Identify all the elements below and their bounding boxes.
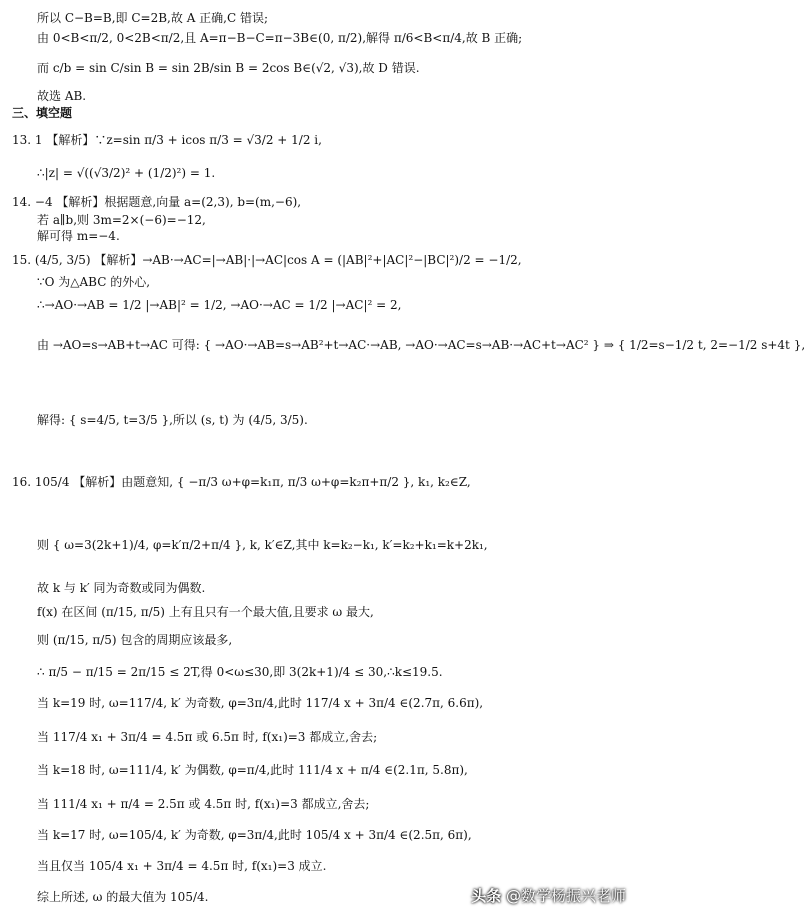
solution-line: 解可得 m=−4. (37, 229, 120, 243)
solution-line: 当且仅当 105/4 x₁ + 3π/4 = 4.5π 时, f(x₁)=3 成立. (37, 859, 327, 873)
solution-line: 解得: { s=4/5, t=3/5 },所以 (s, t) 为 (4/5, 3/5). (37, 413, 308, 427)
watermark-handle: @数学杨振兴老师 (505, 887, 626, 905)
watermark-logo: 头条 (471, 887, 502, 905)
solution-line: ∴|z| = √((√3/2)² + (1/2)²) = 1. (37, 166, 216, 180)
solution-line: ∵O 为△ABC 的外心, (37, 275, 151, 289)
solution-line: 15. (4/5, 3/5) 【解析】→AB·→AC=|→AB|·|→AC|cos A = (|AB|²+|AC|²−|BC|²)/2 = −1/2, (12, 253, 522, 267)
section-heading: 三、填空题 (12, 106, 73, 120)
solution-line: 由 →AO=s→AB+t→AC 可得: { →AO·→AB=s→AB²+t→AC·→AB, →AO·→AC=s→AB·→AC+t→AC² } ⇒ { 1/2=s−1/2 t, 2=−1/2 s+4t }, (37, 338, 805, 352)
solution-line: 当 k=19 时, ω=117/4, k′ 为奇数, φ=3π/4,此时 117/4 x + 3π/4 ∈(2.7π, 6.6π), (37, 696, 484, 710)
solution-line: 而 c/b = sin C/sin B = sin 2B/sin B = 2cos B∈(√2, √3),故 D 错误. (37, 61, 420, 75)
solution-line: 则 (π/15, π/5) 包含的周期应该最多, (37, 633, 233, 647)
solution-line: 当 117/4 x₁ + 3π/4 = 4.5π 或 6.5π 时, f(x₁)=3 都成立,舍去; (37, 730, 378, 744)
solution-line: 若 a∥b,则 3m=2×(−6)=−12, (37, 213, 206, 227)
solution-line: 13. 1 【解析】∵z=sin π/3 + icos π/3 = √3/2 + 1/2 i, (12, 133, 322, 147)
solution-line: 综上所述, ω 的最大值为 105/4. (37, 890, 209, 904)
solution-line: 当 111/4 x₁ + π/4 = 2.5π 或 4.5π 时, f(x₁)=3 都成立,舍去; (37, 797, 370, 811)
solution-line: 当 k=17 时, ω=105/4, k′ 为奇数, φ=3π/4,此时 105/4 x + 3π/4 ∈(2.5π, 6π), (37, 828, 472, 842)
solution-line: ∴ π/5 − π/15 = 2π/15 ≤ 2T,得 0<ω≤30,即 3(2k+1)/4 ≤ 30,∴k≤19.5. (37, 665, 443, 679)
solution-line: 则 { ω=3(2k+1)/4, φ=k′π/2+π/4 }, k, k′∈Z,其中 k=k₂−k₁, k′=k₂+k₁=k+2k₁, (37, 538, 488, 552)
solution-line: 故 k 与 k′ 同为奇数或同为偶数. (37, 581, 206, 595)
solution-line: 16. 105/4 【解析】由题意知, { −π/3 ω+φ=k₁π, π/3 ω+φ=k₂π+π/2 }, k₁, k₂∈Z, (12, 475, 471, 489)
solution-line: 14. −4 【解析】根据题意,向量 a=(2,3), b=(m,−6), (12, 195, 302, 209)
solution-line: f(x) 在区间 (π/15, π/5) 上有且只有一个最大值,且要求 ω 最大, (37, 605, 374, 619)
solution-line: 所以 C−B=B,即 C=2B,故 A 正确,C 错误; (37, 11, 269, 25)
watermark (471, 885, 626, 906)
solution-line: 由 0<B<π/2, 0<2B<π/2,且 A=π−B−C=π−3B∈(0, π/2),解得 π/6<B<π/4,故 B 正确; (37, 31, 523, 45)
solution-line: ∴→AO·→AB = 1/2 |→AB|² = 1/2, →AO·→AC = 1/2 |→AC|² = 2, (37, 298, 402, 312)
solution-line: 故选 AB. (37, 89, 87, 103)
solution-line: 当 k=18 时, ω=111/4, k′ 为偶数, φ=π/4,此时 111/4 x + π/4 ∈(2.1π, 5.8π), (37, 763, 468, 777)
